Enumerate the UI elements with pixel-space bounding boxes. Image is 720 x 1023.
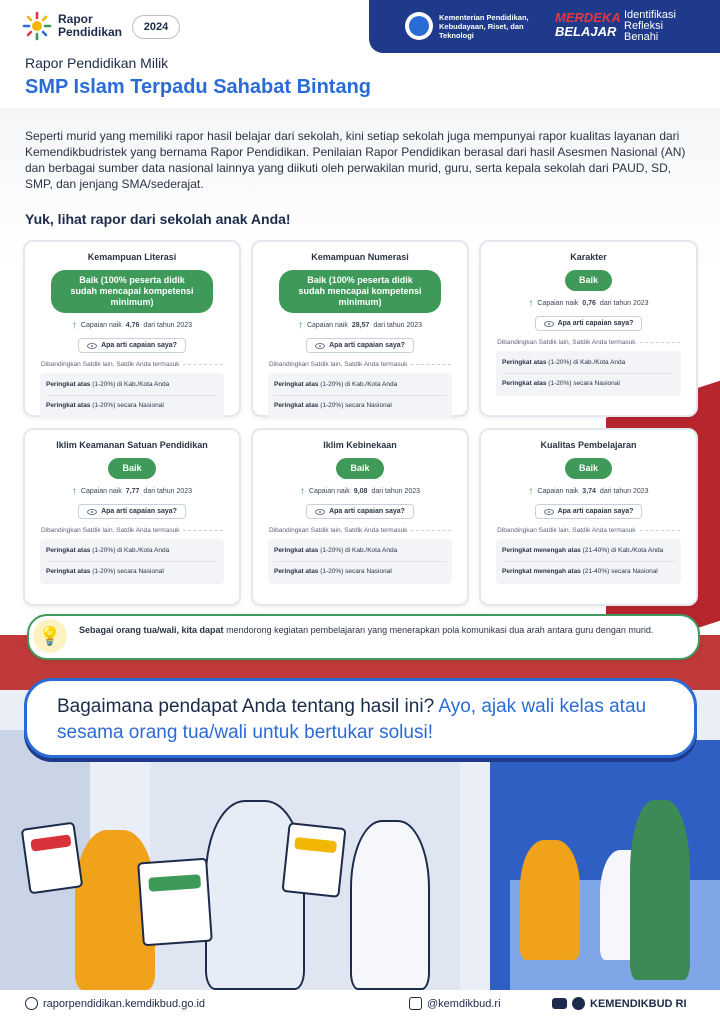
arrow-up-icon: ↑ bbox=[528, 298, 534, 309]
status-badge: Baik bbox=[565, 458, 612, 479]
rank-box bbox=[496, 351, 681, 396]
rank-nasional: Peringkat atas (1-20%) secara Nasional bbox=[274, 561, 446, 582]
rank-box bbox=[268, 373, 452, 418]
section-heading: Yuk, lihat rapor dari sekolah anak Anda! bbox=[25, 211, 291, 227]
logo-line2: Pendidikan bbox=[58, 25, 123, 39]
rank-nasional: Peringkat atas (1-20%) secara Nasional bbox=[502, 373, 675, 394]
rapor-pendidikan-logo[interactable] bbox=[22, 11, 122, 41]
report-paper-green bbox=[137, 858, 213, 947]
tut-wuri-icon bbox=[405, 12, 433, 40]
facebook-icon bbox=[572, 997, 585, 1010]
apa-arti-button[interactable]: Apa arti capaian saya? bbox=[306, 338, 414, 353]
comparison-caption: Dibandingkan Satdik lain, Satdik Anda termasuk bbox=[269, 527, 451, 534]
rank-kab: Peringkat atas (1-20%) di Kab./Kota Anda bbox=[502, 359, 626, 366]
rank-kab: Peringkat atas (1-20%) di Kab./Kota Anda bbox=[273, 381, 398, 388]
rank-box bbox=[496, 539, 681, 584]
status-badge: Baik bbox=[565, 270, 612, 291]
arrow-up-icon: ↑ bbox=[528, 486, 534, 497]
eye-icon bbox=[87, 343, 97, 349]
rank-kab: Peringkat atas (1-20%) di Kab./Kota Anda bbox=[45, 547, 170, 554]
card-iklim-keamanan bbox=[23, 428, 241, 606]
logo-line1: Rapor bbox=[58, 12, 93, 26]
card-title: Iklim Keamanan Satuan Pendidikan bbox=[56, 440, 208, 450]
question-text: Bagaimana pendapat Anda tentang hasil ini? Ayo, ajak wali kelas atau sesama orang tua/wali untuk bertukar solusi! bbox=[57, 696, 647, 743]
rank-nasional: Peringkat atas (1-20%) secara Nasional bbox=[274, 395, 446, 416]
header bbox=[0, 0, 720, 53]
tip-text: Sebagai orang tua/wali, kita dapat mendorong kegiatan pembelajaran yang menerapkan pola komunikasi dua arah antara guru dengan murid. bbox=[79, 625, 654, 635]
rank-kab: Peringkat atas (1-20%) di Kab./Kota Anda bbox=[273, 547, 398, 554]
capaian-line: ↑ Capaian naik 7,77 dari tahun 2023 bbox=[71, 486, 193, 497]
arrow-up-icon: ↑ bbox=[299, 486, 305, 497]
card-title: Kualitas Pembelajaran bbox=[540, 440, 637, 450]
instagram-icon bbox=[409, 997, 422, 1010]
school-name: SMP Islam Terpadu Sahabat Bintang bbox=[25, 76, 371, 98]
government-banner bbox=[369, 0, 720, 53]
sun-logo-icon bbox=[22, 11, 52, 41]
youtube-facebook-link[interactable]: KEMENDIKBUD RI bbox=[552, 997, 687, 1010]
rank-box bbox=[40, 373, 224, 418]
capaian-line: ↑ Capaian naik 28,57 dari tahun 2023 bbox=[297, 320, 423, 331]
arrow-up-icon: ↑ bbox=[71, 486, 77, 497]
status-badge: Baik bbox=[336, 458, 383, 479]
teacher-figure bbox=[520, 840, 580, 960]
capaian-line: ↑ Capaian naik 9,08 dari tahun 2023 bbox=[299, 486, 421, 497]
eye-icon bbox=[315, 343, 325, 349]
youtube-icon bbox=[552, 998, 567, 1009]
card-title: Karakter bbox=[570, 252, 607, 262]
card-title: Kemampuan Literasi bbox=[87, 252, 177, 262]
instagram-link[interactable]: @kemdikbud.ri bbox=[409, 997, 501, 1010]
footer bbox=[0, 990, 720, 1023]
card-iklim-kebinekaan bbox=[251, 428, 469, 606]
eye-icon bbox=[544, 509, 554, 515]
capaian-line: ↑ Capaian naik 0,76 dari tahun 2023 bbox=[528, 298, 649, 309]
intro-paragraph: Seperti murid yang memiliki rapor hasil belajar dari sekolah, kini setiap sekolah juga mempunyai rapor kualitas layanan dari Kemendikbudristek yang bernama Rapor Pendidikan. Penilaian Rapor Pendidikan berasal dari hasil Asesmen Nasional (AN) dan berbagai sumber data nasional lainnya yang diikuti oleh perwakilan murid, guru, serta kepala sekolah dari PAUD, SD, SMP, dan jenjang SMA/sederajat. bbox=[25, 129, 686, 191]
comparison-caption: Dibandingkan Satdik lain, Satdik Anda termasuk bbox=[41, 527, 223, 534]
comparison-caption: Dibandingkan Satdik lain, Satdik Anda termasuk bbox=[41, 361, 223, 368]
capaian-line: ↑ Capaian naik 3,74 dari tahun 2023 bbox=[528, 486, 649, 497]
globe-icon bbox=[25, 997, 38, 1010]
comparison-caption: Dibandingkan Satdik lain, Satdik Anda termasuk bbox=[269, 361, 451, 368]
apa-arti-button[interactable]: Apa arti capaian saya? bbox=[535, 504, 643, 519]
comparison-caption: Dibandingkan Satdik lain, Satdik Anda termasuk bbox=[497, 339, 680, 346]
card-karakter bbox=[479, 240, 698, 417]
year-badge: 2024 bbox=[132, 15, 180, 39]
page-subtitle: Rapor Pendidikan Milik bbox=[25, 55, 169, 71]
rank-kab: Peringkat menengah atas (21-40%) di Kab./Kota Anda bbox=[502, 547, 664, 554]
eye-icon bbox=[544, 321, 554, 327]
tip-box bbox=[27, 614, 700, 660]
rank-nasional: Peringkat atas (1-20%) secara Nasional bbox=[46, 561, 218, 582]
report-paper-yellow bbox=[282, 822, 347, 898]
merdeka-belajar-logo: MERDEKA BELAJAR bbox=[555, 10, 621, 39]
card-numerasi bbox=[251, 240, 469, 417]
card-kualitas-pembelajaran bbox=[479, 428, 698, 606]
lightbulb-icon: 💡 bbox=[33, 619, 67, 653]
girl-figure bbox=[350, 820, 430, 990]
rank-kab: Peringkat atas (1-20%) di Kab./Kota Anda bbox=[45, 381, 170, 388]
rank-nasional: Peringkat menengah atas (21-40%) secara Nasional bbox=[502, 561, 675, 582]
ird-logo: Identifikasi Refleksi Benahi bbox=[624, 9, 676, 43]
status-badge: Baik (100% peserta didik sudah mencapai kompetensi minimum) bbox=[279, 270, 441, 313]
card-literasi bbox=[23, 240, 241, 417]
rank-box bbox=[268, 539, 452, 584]
status-badge: Baik (100% peserta didik sudah mencapai kompetensi minimum) bbox=[51, 270, 213, 313]
rank-nasional: Peringkat atas (1-20%) secara Nasional bbox=[46, 395, 218, 416]
apa-arti-button[interactable]: Apa arti capaian saya? bbox=[78, 338, 186, 353]
apa-arti-button[interactable]: Apa arti capaian saya? bbox=[306, 504, 414, 519]
arrow-up-icon: ↑ bbox=[71, 320, 77, 331]
arrow-up-icon: ↑ bbox=[297, 320, 303, 331]
ministry-name: Kementerian Pendidikan, Kebudayaan, Riset, dan Teknologi bbox=[439, 13, 529, 40]
eye-icon bbox=[315, 509, 325, 515]
question-banner bbox=[24, 678, 697, 758]
card-title: Kemampuan Numerasi bbox=[311, 252, 409, 262]
man-standing-figure bbox=[630, 800, 690, 980]
rank-box bbox=[40, 539, 224, 584]
capaian-line: ↑ Capaian naik 4,76 dari tahun 2023 bbox=[71, 320, 193, 331]
website-link[interactable]: raporpendidikan.kemdikbud.go.id bbox=[25, 997, 205, 1010]
report-paper-red bbox=[21, 822, 84, 895]
status-badge: Baik bbox=[108, 458, 155, 479]
eye-icon bbox=[87, 509, 97, 515]
card-title: Iklim Kebinekaan bbox=[323, 440, 397, 450]
apa-arti-button[interactable]: Apa arti capaian saya? bbox=[78, 504, 186, 519]
apa-arti-button[interactable]: Apa arti capaian saya? bbox=[535, 316, 643, 331]
comparison-caption: Dibandingkan Satdik lain, Satdik Anda termasuk bbox=[497, 527, 680, 534]
